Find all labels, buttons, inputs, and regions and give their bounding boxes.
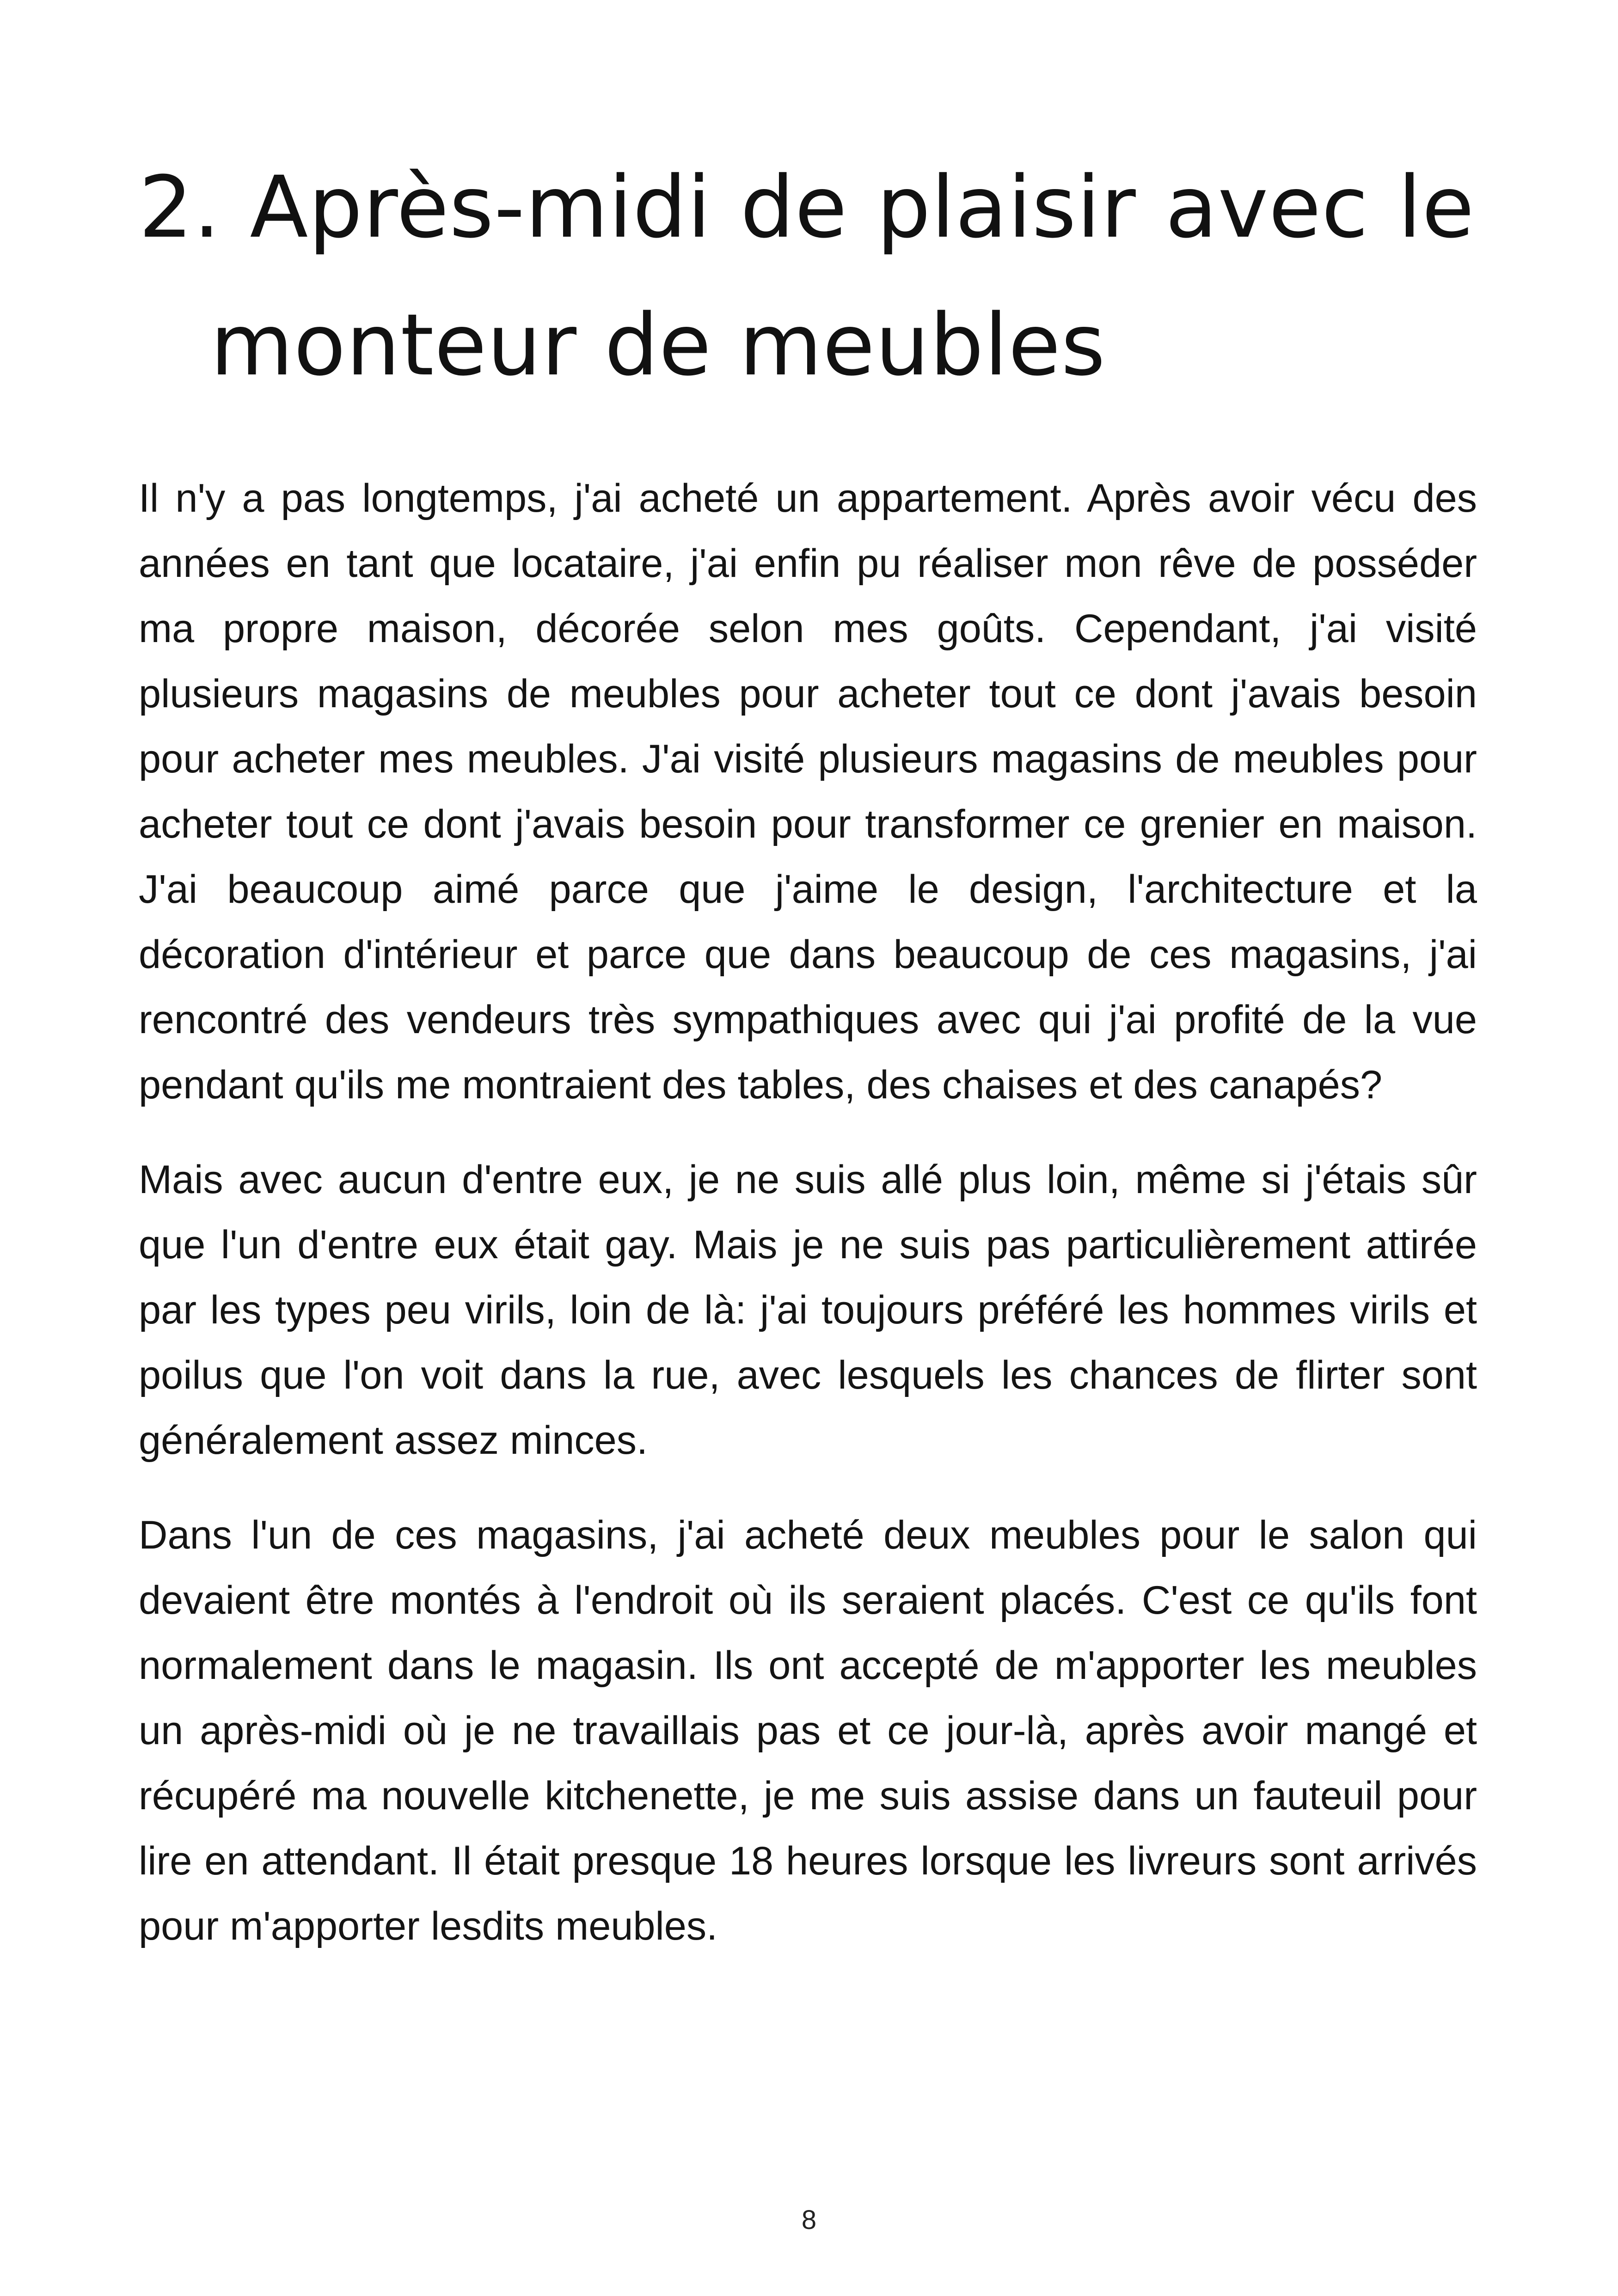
chapter-title	[139, 139, 1475, 414]
paragraph: Mais avec aucun d'entre eux, je ne suis allé plus loin, même si j'étais sûr que l'un d'entre eux était gay. Mais je ne suis pas particulièrement attirée par les types peu virils, loin de là: j'ai toujours préféré les hommes virils et poilus que l'on voit dans la rue, avec lesquels les chances de flirter sont généralement assez minces.	[139, 1157, 1477, 1463]
page-number: 8	[801, 2205, 817, 2235]
chapter-title-line-1	[139, 139, 1475, 276]
chapter-title-word: de	[740, 158, 848, 257]
chapter-title-word: plaisir	[876, 158, 1136, 257]
paragraph: Il n'y a pas longtemps, j'ai acheté un appartement. Après avoir vécu des années en tant que locataire, j'ai enfin pu réaliser mon rêve de posséder ma propre maison, décorée selon mes goûts. Cependant, j'ai visité plusieurs magasins de meubles pour acheter tout ce dont j'avais besoin pour acheter mes meubles. J'ai visité plusieurs magasins de meubles pour acheter tout ce dont j'avais besoin pour transformer ce grenier en maison. J'ai beaucoup aimé parce que j'aime le design, l'architecture et la décoration d'intérieur et parce que dans beaucoup de ces magasins, j'ai rencontré des vendeurs très sympathiques avec qui j'ai profité de la vue pendant qu'ils me montraient des tables, des chaises et des canapés?	[139, 476, 1477, 1107]
chapter-number: 2.	[139, 158, 221, 257]
chapter-title-word: avec	[1165, 158, 1369, 257]
chapter-title-word: Après-midi	[250, 158, 711, 257]
chapter-title-word: le	[1397, 158, 1475, 257]
body-text	[139, 466, 1477, 1989]
paragraph: Dans l'un de ces magasins, j'ai acheté deux meubles pour le salon qui devaient être montés à l'endroit où ils seraient placés. C'est ce qu'ils font normalement dans le magasin. Ils ont accepté de m'apporter les meubles un après-midi où je ne travaillais pas et ce jour-là, après avoir mangé et récupéré ma nouvelle kitchenette, je me suis assise dans un fauteuil pour lire en attendant. Il était presque 18 heures lorsque les livreurs sont arrivés pour m'apporter lesdits meubles.	[139, 1513, 1477, 1948]
chapter-title-line-2: monteur de meubles	[210, 296, 1106, 395]
